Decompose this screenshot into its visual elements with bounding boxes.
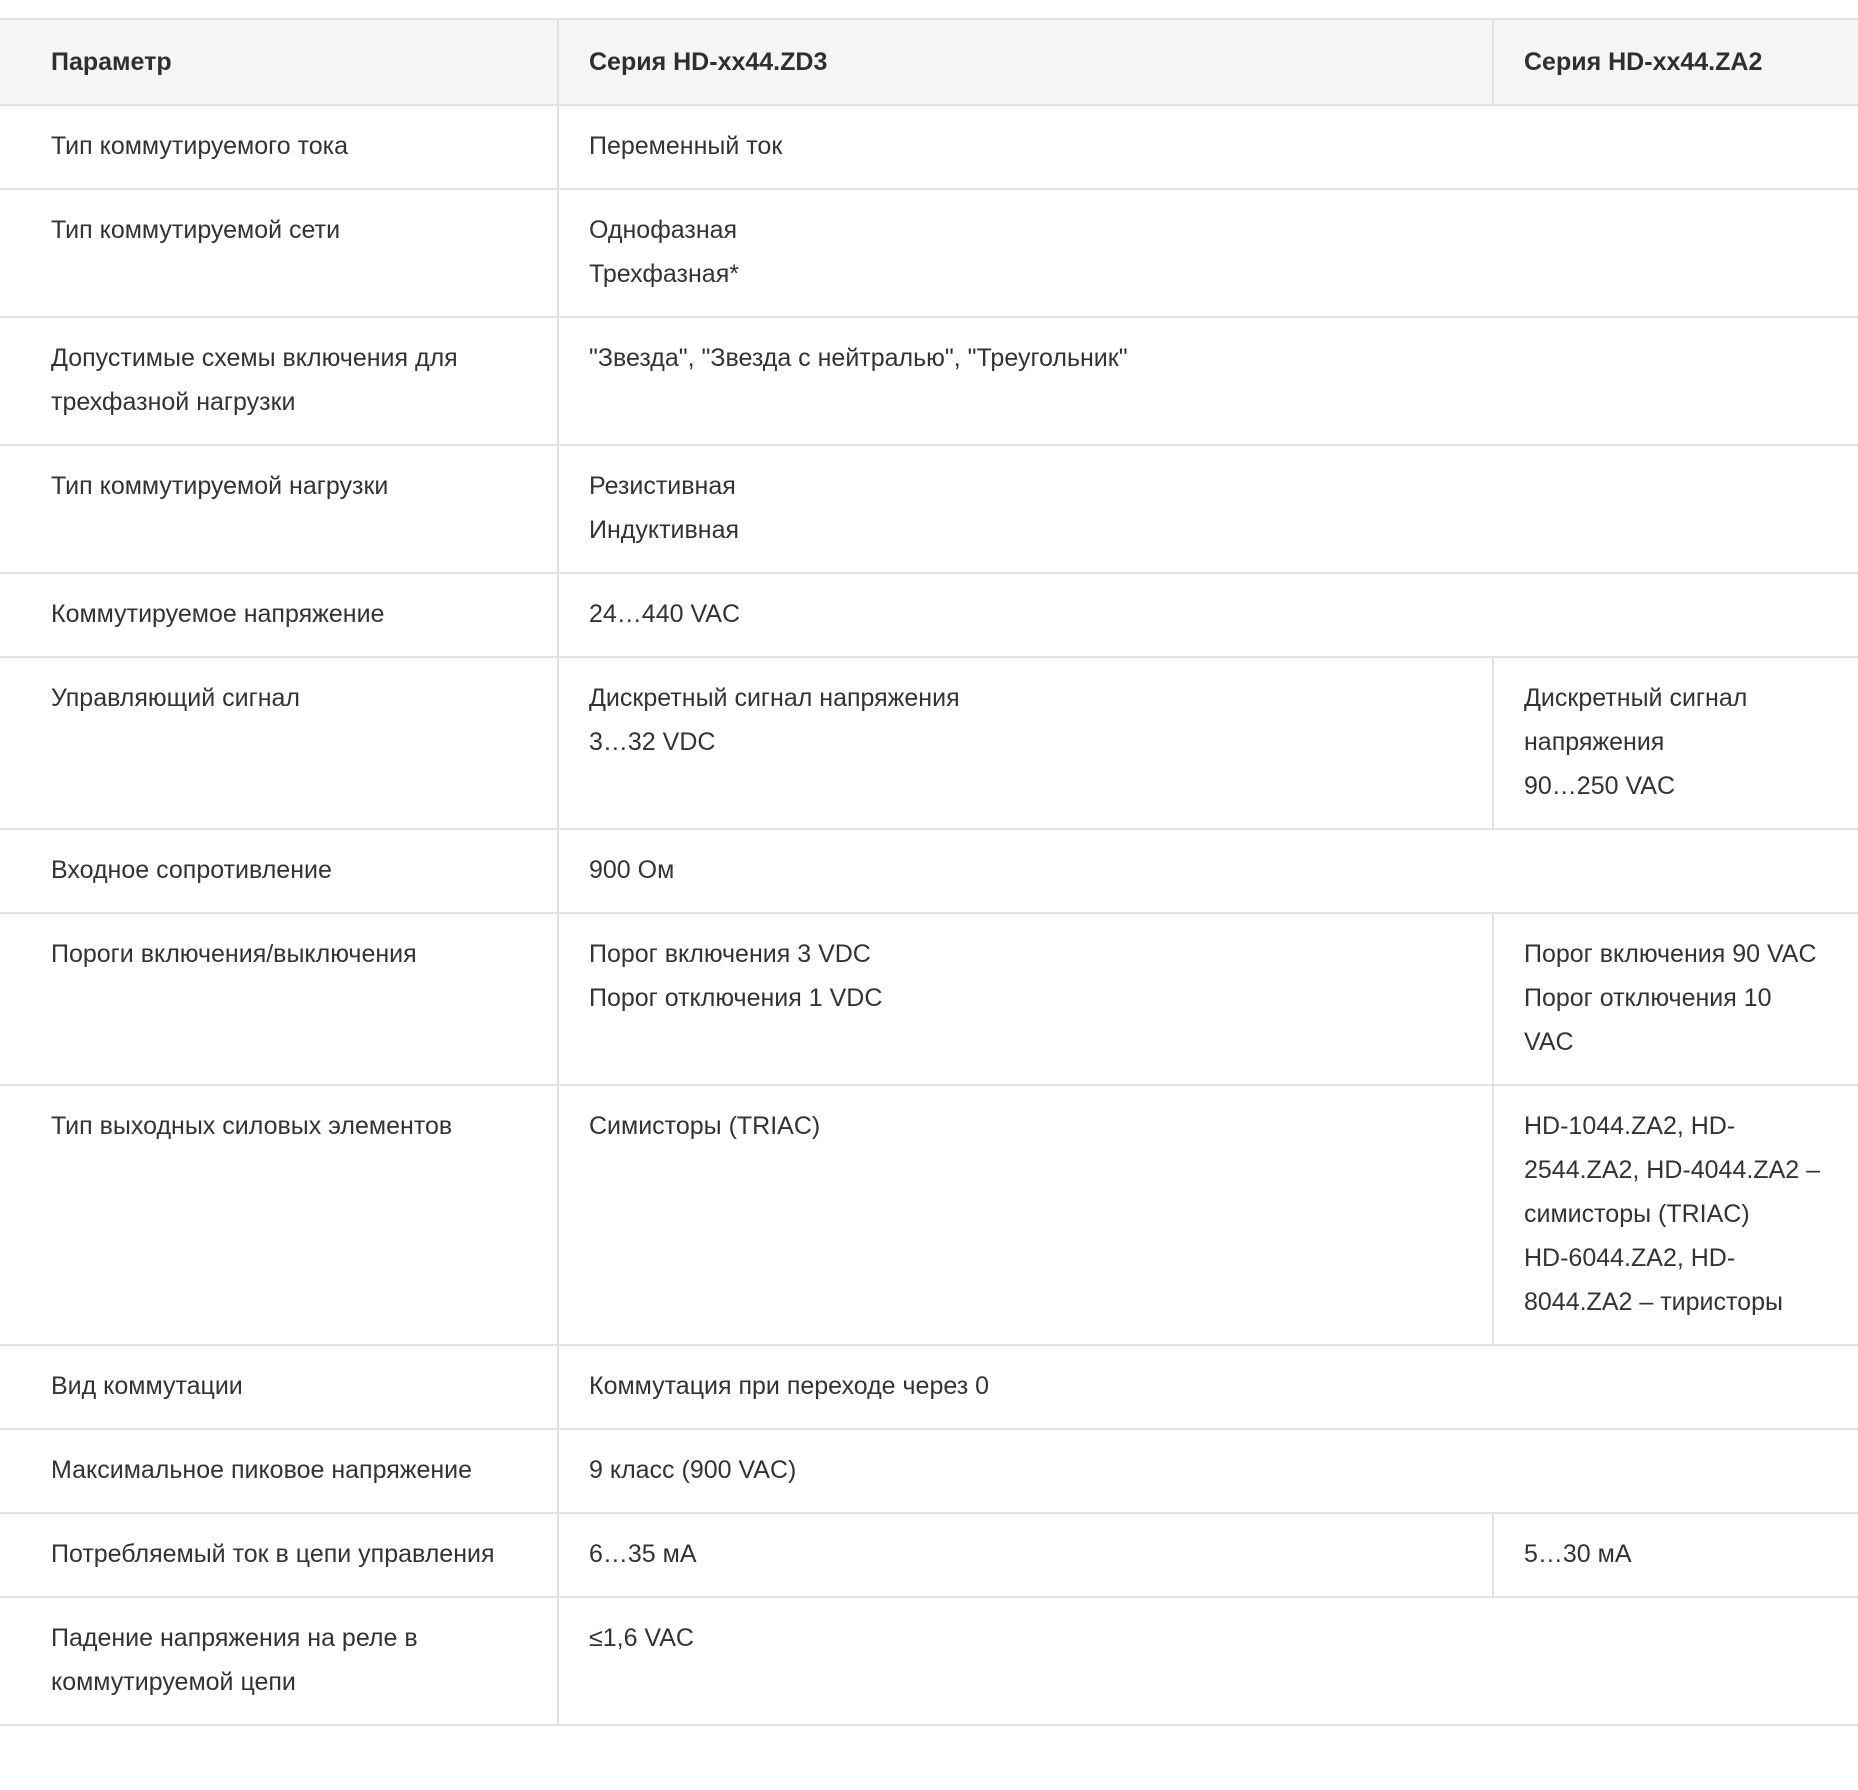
table-row <box>0 105 1858 189</box>
param-cell: Падение напряжения на реле в коммутируемой цепи <box>0 1597 558 1725</box>
table-row <box>0 913 1858 1085</box>
value-line: HD-1044.ZA2, HD-2544.ZA2, HD-4044.ZA2 – симисторы (TRIAC) <box>1524 1112 1820 1228</box>
param-cell: Коммутируемое напряжение <box>0 573 558 657</box>
value-line: 900 Ом <box>589 856 675 884</box>
header-series-za2: Серия HD-xx44.ZA2 <box>1493 19 1858 105</box>
value-cell-za2 <box>1493 657 1858 829</box>
value-line: Порог отключения 10 VAC <box>1524 984 1772 1056</box>
value-line: "Звезда", "Звезда с нейтралью", "Треугольник" <box>589 344 1128 372</box>
param-cell: Пороги включения/выключения <box>0 913 558 1085</box>
param-cell: Тип коммутируемой сети <box>0 189 558 317</box>
value-cell-zd3 <box>558 657 1493 829</box>
param-cell: Управляющий сигнал <box>0 657 558 829</box>
value-cell-shared <box>558 1429 1858 1513</box>
value-line: Однофазная <box>589 216 738 244</box>
value-line: Коммутация при переходе через 0 <box>589 1372 990 1400</box>
param-cell: Допустимые схемы включения для трехфазной нагрузки <box>0 317 558 445</box>
value-cell-zd3 <box>558 1513 1493 1597</box>
param-cell: Потребляемый ток в цепи управления <box>0 1513 558 1597</box>
value-line: Порог включения 90 VAC <box>1524 940 1817 968</box>
table-top-spacer <box>0 0 1858 19</box>
value-line: 90…250 VAC <box>1524 772 1676 800</box>
table-row <box>0 189 1858 317</box>
param-cell: Тип выходных силовых элементов <box>0 1085 558 1345</box>
table-row <box>0 445 1858 573</box>
value-cell-shared <box>558 189 1858 317</box>
value-line: Симисторы (TRIAC) <box>589 1112 821 1140</box>
value-cell-za2 <box>1493 913 1858 1085</box>
value-cell-shared <box>558 573 1858 657</box>
value-cell-shared <box>558 317 1858 445</box>
table-header-row <box>0 19 1858 105</box>
value-line: Порог отключения 1 VDC <box>589 984 883 1012</box>
param-cell: Тип коммутируемой нагрузки <box>0 445 558 573</box>
value-cell-zd3 <box>558 1085 1493 1345</box>
table-row <box>0 1597 1858 1725</box>
table-row <box>0 1513 1858 1597</box>
header-parameter: Параметр <box>0 19 558 105</box>
param-cell: Максимальное пиковое напряжение <box>0 1429 558 1513</box>
value-line: Порог включения 3 VDC <box>589 940 871 968</box>
value-line: Дискретный сигнал напряжения <box>589 684 960 712</box>
table-row <box>0 1429 1858 1513</box>
value-cell-za2 <box>1493 1085 1858 1345</box>
param-cell: Вид коммутации <box>0 1345 558 1429</box>
value-line: 3…32 VDC <box>589 728 716 756</box>
value-cell-shared <box>558 1597 1858 1725</box>
header-series-zd3: Серия HD-xx44.ZD3 <box>558 19 1493 105</box>
value-line: Индуктивная <box>589 516 740 544</box>
value-line: Резистивная <box>589 472 736 500</box>
param-cell: Тип коммутируемого тока <box>0 105 558 189</box>
value-cell-shared <box>558 445 1858 573</box>
value-line: 24…440 VAC <box>589 600 741 628</box>
value-line: HD-6044.ZA2, HD-8044.ZA2 – тиристоры <box>1524 1244 1783 1316</box>
value-line: Трехфазная* <box>589 260 739 288</box>
value-line: Дискретный сигнал напряжения <box>1524 684 1748 756</box>
value-cell-za2 <box>1493 1513 1858 1597</box>
value-line: 5…30 мА <box>1524 1540 1632 1568</box>
table-row <box>0 657 1858 829</box>
table-row <box>0 573 1858 657</box>
value-cell-zd3 <box>558 913 1493 1085</box>
value-cell-shared <box>558 105 1858 189</box>
value-line: 6…35 мА <box>589 1540 697 1568</box>
value-line: 9 класс (900 VAC) <box>589 1456 797 1484</box>
value-line: Переменный ток <box>589 132 783 160</box>
value-cell-shared <box>558 1345 1858 1429</box>
param-cell: Входное сопротивление <box>0 829 558 913</box>
table-row <box>0 1085 1858 1345</box>
table-row <box>0 317 1858 445</box>
value-cell-shared <box>558 829 1858 913</box>
value-line: ≤1,6 VAC <box>589 1624 694 1652</box>
table-row <box>0 1345 1858 1429</box>
table-row <box>0 829 1858 913</box>
